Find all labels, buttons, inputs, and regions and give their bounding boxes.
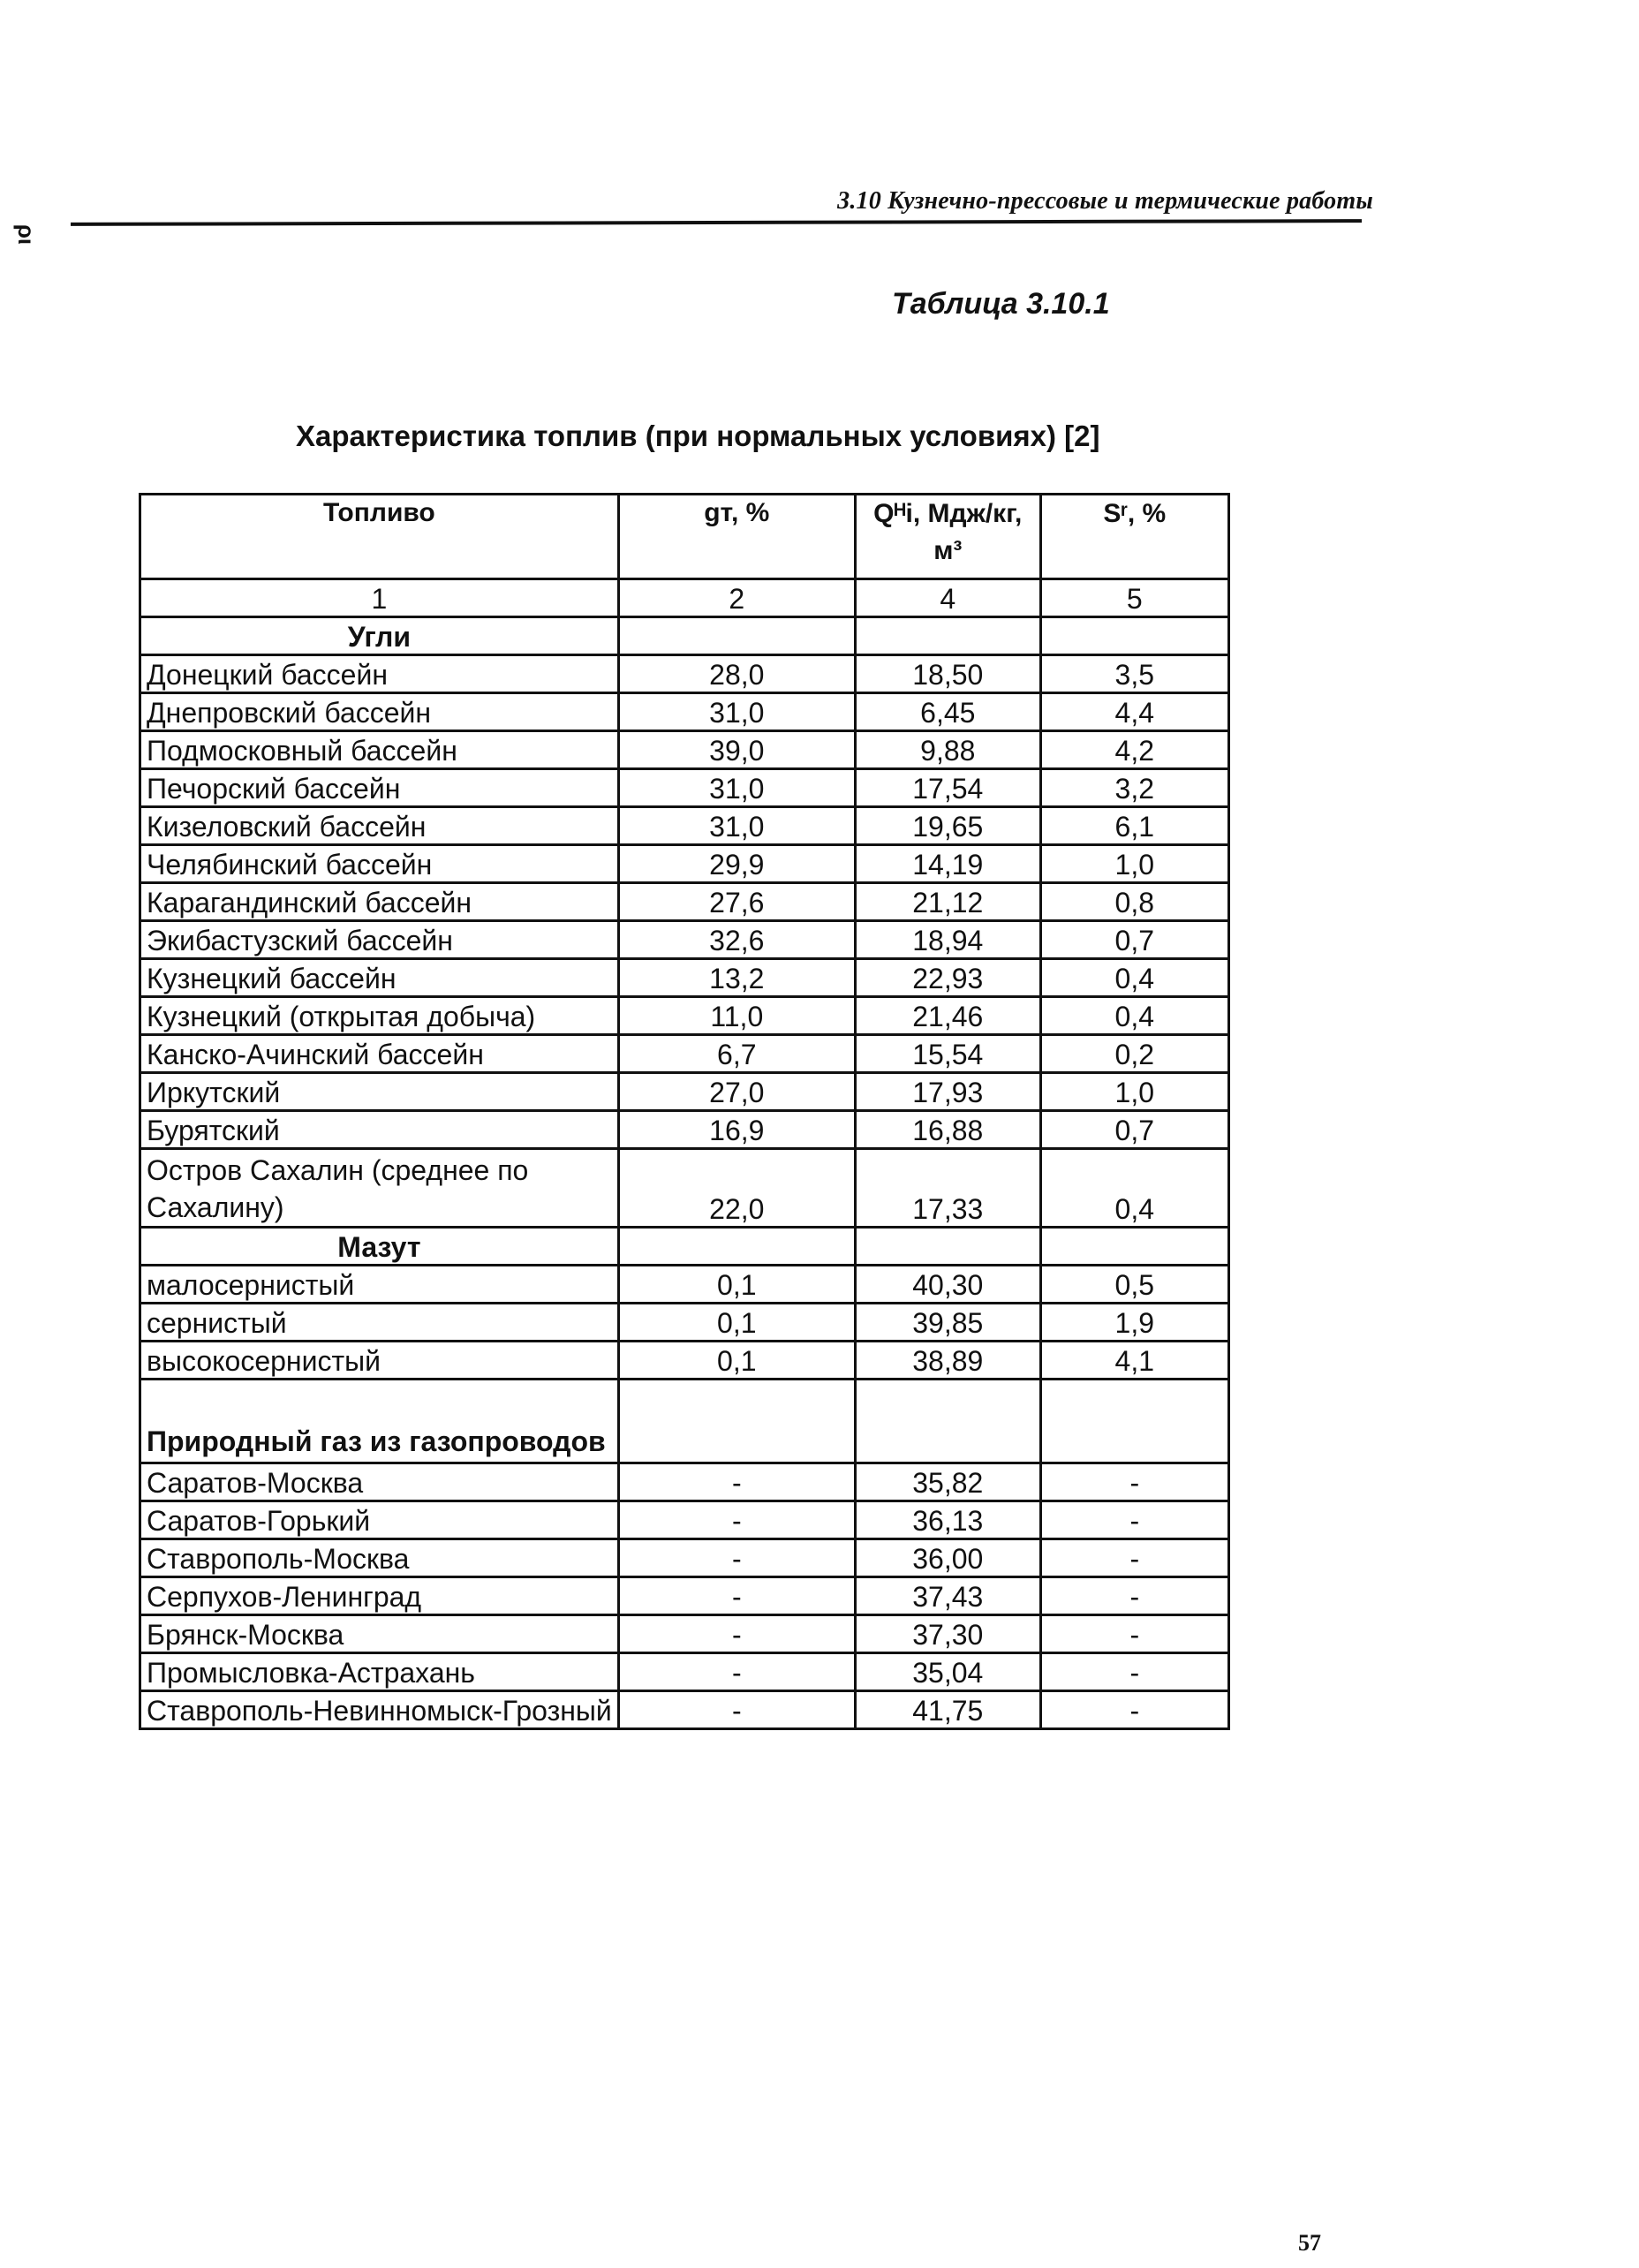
table-title: Характеристика топлив (при нормальных условиях) [2]	[296, 420, 1100, 452]
fuel-name-cell: Челябинский бассейн	[140, 845, 619, 883]
gt-cell: 16,9	[618, 1111, 855, 1149]
s-cell: 6,1	[1040, 807, 1228, 845]
table-row	[140, 921, 1229, 959]
col-index-5: 5	[1040, 579, 1228, 617]
fuel-name-cell: Брянск-Москва	[140, 1615, 619, 1653]
fuel-name-cell: Иркутский	[140, 1073, 619, 1111]
gt-cell: -	[618, 1501, 855, 1539]
gt-cell: 28,0	[618, 655, 855, 693]
s-cell: 1,9	[1040, 1304, 1228, 1342]
gt-cell: -	[618, 1463, 855, 1501]
table-row	[140, 1304, 1229, 1342]
s-cell: 0,2	[1040, 1035, 1228, 1073]
fuel-table-body	[140, 495, 1229, 1729]
fuel-name-cell: Днепровский бассейн	[140, 693, 619, 731]
fuel-name-cell: Промысловка-Астрахань	[140, 1653, 619, 1691]
table-row	[140, 1691, 1229, 1729]
s-cell: 4,1	[1040, 1342, 1228, 1380]
q-cell: 6,45	[855, 693, 1040, 731]
fuel-name-cell: высокосернистый	[140, 1342, 619, 1380]
fuel-name-cell: сернистый	[140, 1304, 619, 1342]
table-row	[140, 1463, 1229, 1501]
empty-cell	[618, 1228, 855, 1266]
q-cell: 21,46	[855, 997, 1040, 1035]
q-cell: 36,00	[855, 1539, 1040, 1577]
q-cell: 40,30	[855, 1266, 1040, 1304]
q-cell: 36,13	[855, 1501, 1040, 1539]
s-cell: -	[1040, 1463, 1228, 1501]
gt-cell: 31,0	[618, 693, 855, 731]
gt-cell: 39,0	[618, 731, 855, 769]
gt-cell: -	[618, 1539, 855, 1577]
table-row	[140, 1035, 1229, 1073]
empty-cell	[855, 1228, 1040, 1266]
s-cell: 0,4	[1040, 997, 1228, 1035]
q-cell: 17,33	[855, 1149, 1040, 1228]
gt-cell: -	[618, 1691, 855, 1729]
fuel-name-cell: малосернистый	[140, 1266, 619, 1304]
empty-cell	[618, 617, 855, 655]
table-row	[140, 1266, 1229, 1304]
gt-cell: 29,9	[618, 845, 855, 883]
col-header-gt: gт, %	[618, 495, 855, 579]
col-header-fuel: Топливо	[140, 495, 619, 579]
q-cell: 35,04	[855, 1653, 1040, 1691]
empty-cell	[1040, 1228, 1228, 1266]
q-cell: 22,93	[855, 959, 1040, 997]
s-cell: 0,7	[1040, 921, 1228, 959]
fuel-name-cell: Бурятский	[140, 1111, 619, 1149]
empty-cell	[855, 1380, 1040, 1463]
table-row	[140, 1149, 1229, 1228]
fuel-name-cell: Печорский бассейн	[140, 769, 619, 807]
table-row	[140, 1111, 1229, 1149]
s-cell: 1,0	[1040, 845, 1228, 883]
fuel-name-cell: Донецкий бассейн	[140, 655, 619, 693]
gt-cell: 6,7	[618, 1035, 855, 1073]
table-row	[140, 769, 1229, 807]
empty-cell	[855, 617, 1040, 655]
section-title: Угли	[140, 617, 619, 655]
s-cell: -	[1040, 1615, 1228, 1653]
gt-cell: 27,0	[618, 1073, 855, 1111]
gt-cell: 11,0	[618, 997, 855, 1035]
gt-cell: 27,6	[618, 883, 855, 921]
s-cell: -	[1040, 1691, 1228, 1729]
gt-cell: 31,0	[618, 769, 855, 807]
s-cell: 1,0	[1040, 1073, 1228, 1111]
gt-cell: 0,1	[618, 1304, 855, 1342]
fuel-name-cell: Кузнецкий (открытая добыча)	[140, 997, 619, 1035]
q-cell: 19,65	[855, 807, 1040, 845]
fuel-name-cell: Карагандинский бассейн	[140, 883, 619, 921]
col-header-s: Sʳ, %	[1040, 495, 1228, 579]
col-index-1: 1	[140, 579, 619, 617]
section-title: Природный газ из газопроводов	[140, 1380, 619, 1463]
table-row	[140, 1342, 1229, 1380]
q-cell: 9,88	[855, 731, 1040, 769]
s-cell: 0,4	[1040, 959, 1228, 997]
table-row	[140, 731, 1229, 769]
gt-cell: -	[618, 1653, 855, 1691]
s-cell: -	[1040, 1653, 1228, 1691]
header-row	[140, 495, 1229, 579]
s-cell: 4,2	[1040, 731, 1228, 769]
fuel-name-cell: Ставрополь-Москва	[140, 1539, 619, 1577]
fuel-name-cell: Ставрополь-Невинномыск-Грозный	[140, 1691, 619, 1729]
margin-mark: ρι	[13, 223, 41, 246]
table-row	[140, 1653, 1229, 1691]
fuel-name-cell: Саратов-Москва	[140, 1463, 619, 1501]
empty-cell	[1040, 617, 1228, 655]
col-header-q: Qᴴi, Мдж/кг, м³	[855, 495, 1040, 579]
s-cell: 0,8	[1040, 883, 1228, 921]
table-row	[140, 1577, 1229, 1615]
index-row	[140, 579, 1229, 617]
s-cell: -	[1040, 1539, 1228, 1577]
q-cell: 17,93	[855, 1073, 1040, 1111]
s-cell: 0,4	[1040, 1149, 1228, 1228]
gt-cell: 22,0	[618, 1149, 855, 1228]
q-cell: 17,54	[855, 769, 1040, 807]
table-row	[140, 693, 1229, 731]
page-number: 57	[1298, 2230, 1321, 2256]
fuel-name-cell: Кизеловский бассейн	[140, 807, 619, 845]
section-row	[140, 1228, 1229, 1266]
gt-cell: 32,6	[618, 921, 855, 959]
section-row	[140, 617, 1229, 655]
s-cell: 0,5	[1040, 1266, 1228, 1304]
q-cell: 35,82	[855, 1463, 1040, 1501]
q-cell: 39,85	[855, 1304, 1040, 1342]
s-cell: 3,5	[1040, 655, 1228, 693]
col-index-4: 4	[855, 579, 1040, 617]
section-row	[140, 1380, 1229, 1463]
gt-cell: -	[618, 1577, 855, 1615]
s-cell: 4,4	[1040, 693, 1228, 731]
q-cell: 37,30	[855, 1615, 1040, 1653]
gt-cell: 0,1	[618, 1342, 855, 1380]
q-cell: 18,94	[855, 921, 1040, 959]
header-rule	[71, 219, 1362, 226]
gt-cell: 31,0	[618, 807, 855, 845]
table-row	[140, 807, 1229, 845]
q-cell: 41,75	[855, 1691, 1040, 1729]
q-cell: 37,43	[855, 1577, 1040, 1615]
fuel-name-cell: Серпухов-Ленинград	[140, 1577, 619, 1615]
fuel-name-cell: Подмосковный бассейн	[140, 731, 619, 769]
empty-cell	[1040, 1380, 1228, 1463]
gt-cell: -	[618, 1615, 855, 1653]
fuel-name-cell: Кузнецкий бассейн	[140, 959, 619, 997]
fuel-name-cell: Экибастузский бассейн	[140, 921, 619, 959]
q-cell: 16,88	[855, 1111, 1040, 1149]
gt-cell: 13,2	[618, 959, 855, 997]
running-header: 3.10 Кузнечно-прессовые и термические работы	[837, 187, 1373, 215]
s-cell: 3,2	[1040, 769, 1228, 807]
table-row	[140, 959, 1229, 997]
col-index-2: 2	[618, 579, 855, 617]
table-row	[140, 845, 1229, 883]
table-number: Таблица 3.10.1	[892, 287, 1110, 321]
s-cell: -	[1040, 1501, 1228, 1539]
q-cell: 18,50	[855, 655, 1040, 693]
table-row	[140, 1073, 1229, 1111]
gt-cell: 0,1	[618, 1266, 855, 1304]
table-row	[140, 883, 1229, 921]
fuel-name-cell: Саратов-Горький	[140, 1501, 619, 1539]
table-row	[140, 997, 1229, 1035]
fuel-table-container	[139, 493, 1230, 1730]
q-cell: 15,54	[855, 1035, 1040, 1073]
table-row	[140, 1615, 1229, 1653]
q-cell: 38,89	[855, 1342, 1040, 1380]
s-cell: 0,7	[1040, 1111, 1228, 1149]
fuel-table	[139, 493, 1230, 1730]
empty-cell	[618, 1380, 855, 1463]
table-row	[140, 655, 1229, 693]
q-cell: 21,12	[855, 883, 1040, 921]
q-cell: 14,19	[855, 845, 1040, 883]
s-cell: -	[1040, 1577, 1228, 1615]
fuel-name-cell: Остров Сахалин (среднее по Сахалину)	[140, 1149, 619, 1228]
section-title: Мазут	[140, 1228, 619, 1266]
fuel-name-cell: Канско-Ачинский бассейн	[140, 1035, 619, 1073]
table-row	[140, 1501, 1229, 1539]
table-row	[140, 1539, 1229, 1577]
